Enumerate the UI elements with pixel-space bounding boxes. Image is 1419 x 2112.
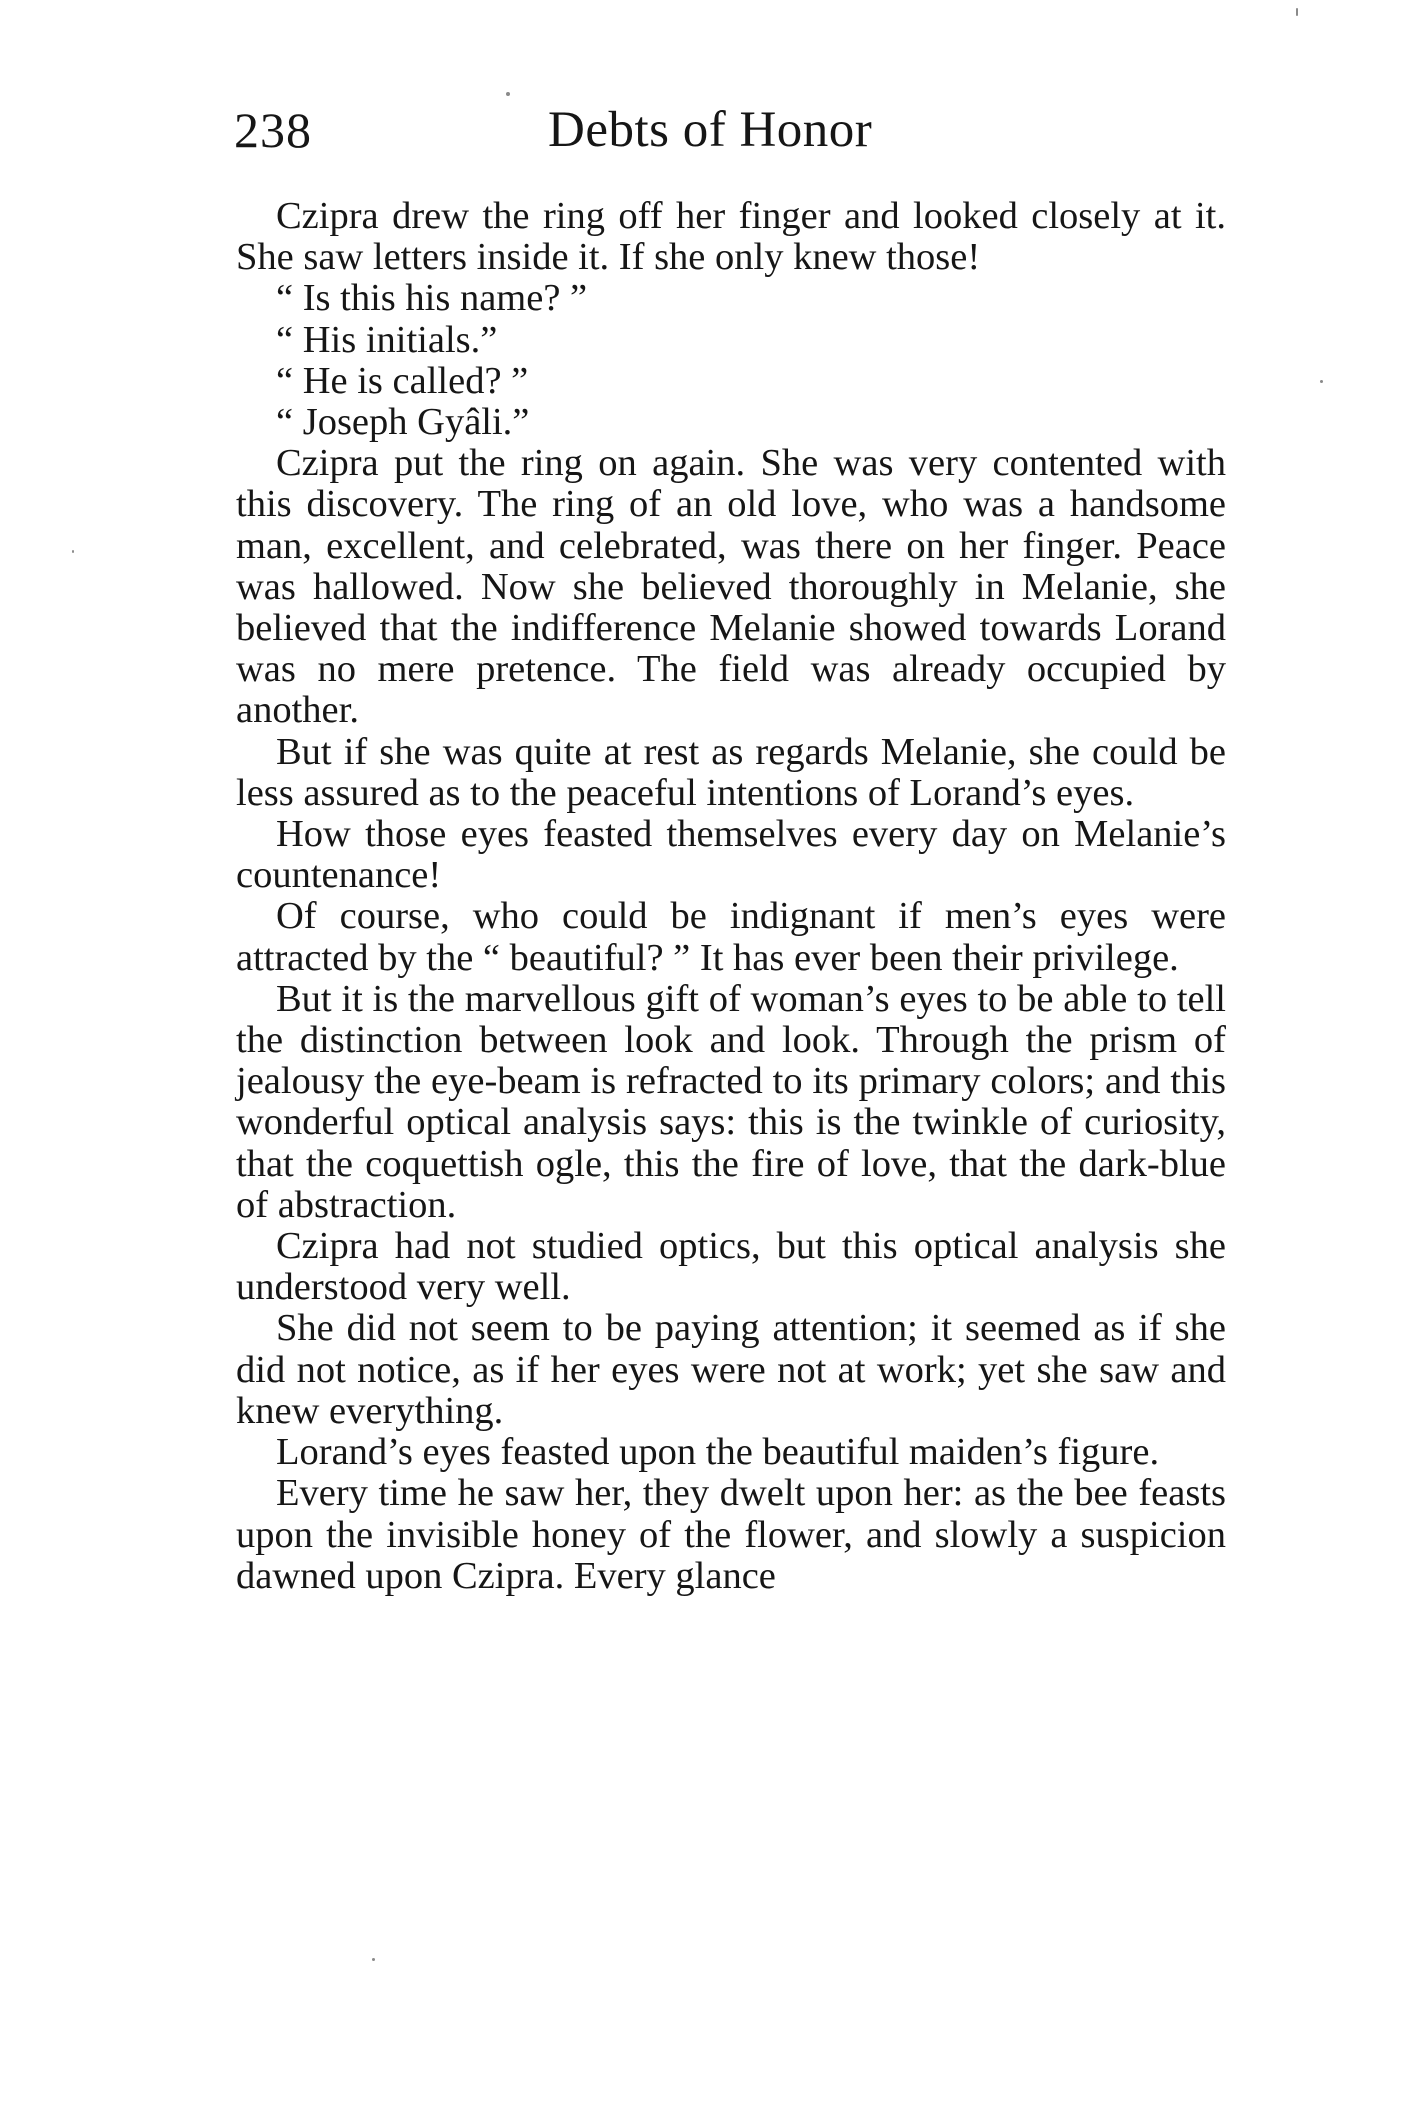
- page-header: [234, 100, 1224, 170]
- paragraph: But it is the marvellous gift of woman’s eyes to be able to tell the distinction between look and look. Through the prism of jealousy the eye-beam is refracted to its primary colors; and this wonderful optical analysis says: this is the twinkle of curiosity, that the coquettish ogle, this the fire of love, that the dark-blue of abstraction.: [236, 977, 1226, 1226]
- paper-speck: [506, 92, 510, 96]
- paragraph: Lorand’s eyes feasted upon the beautiful maiden’s figure.: [276, 1431, 1160, 1474]
- paragraph: “ Is this his name? ”: [276, 277, 588, 320]
- paragraph: Czipra put the ring on again. She was very contented with this discovery. The ring of an old love, who was a handsome man, excellent, and celebrated, was there on her finger. Peace was hallowed. Now she believed thoroughly in Melanie, she believed that the indifference Melanie showed towards Lorand was no mere pretence. The field was already occupied by another.: [236, 442, 1226, 732]
- body-text: [236, 196, 1226, 1597]
- paper-speck: [1320, 380, 1323, 383]
- paragraph: Czipra had not studied optics, but this optical analysis she understood very well.: [236, 1225, 1226, 1309]
- paragraph: “ Joseph Gyâli.”: [276, 401, 530, 444]
- paragraph: Czipra drew the ring off her finger and looked closely at it. She saw letters inside it. If she only knew those!: [236, 195, 1226, 279]
- page-number: 238: [234, 102, 312, 158]
- paragraph: Every time he saw her, they dwelt upon her: as the bee feasts upon the invisible honey of the flower, and slowly a suspicion dawned upon Czipra. Every glance: [236, 1472, 1226, 1597]
- running-title: Debts of Honor: [548, 102, 873, 158]
- paragraph: “ He is called? ”: [276, 359, 529, 402]
- paper-speck: [72, 550, 74, 553]
- paragraph: Of course, who could be indignant if men’s eyes were attracted by the “ beautiful? ” It has ever been their privilege.: [236, 895, 1226, 979]
- paper-speck: [372, 1958, 375, 1961]
- paragraph: She did not seem to be paying attention; it seemed as if she did not notice, as if her eyes were not at work; yet she saw and knew everything.: [236, 1307, 1226, 1432]
- paper-speck: [1296, 8, 1298, 16]
- paragraph: But if she was quite at rest as regards Melanie, she could be less assured as to the peaceful intentions of Lorand’s eyes.: [236, 730, 1226, 814]
- paragraph: “ His initials.”: [276, 318, 498, 361]
- paragraph: How those eyes feasted themselves every day on Melanie’s countenance!: [236, 813, 1226, 897]
